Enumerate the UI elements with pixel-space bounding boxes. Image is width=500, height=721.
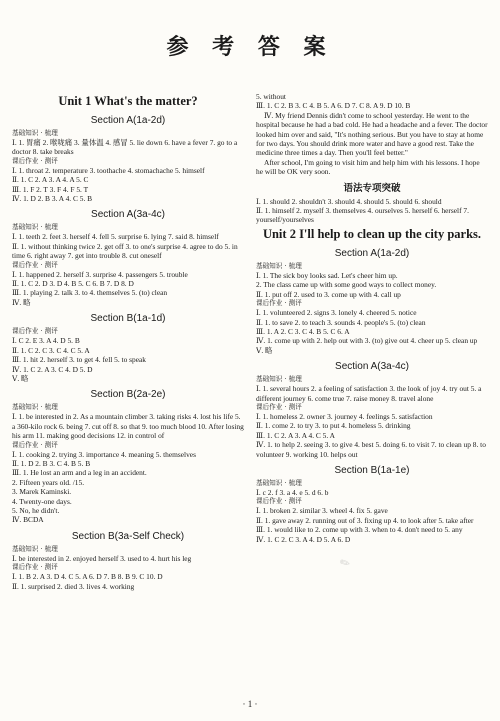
exercise-label: 课后作业 · 测评 <box>256 497 302 506</box>
answer-line: Ⅰ. 1. The sick boy looks sad. Let's cheer him up. <box>256 270 398 280</box>
answer-line: Ⅰ. 1. happened 2. herself 3. surprise 4. passengers 5. trouble <box>12 269 188 279</box>
answer-line: Ⅲ. 1. would like to 2. come up with 3. when to 4. don't need to 5. any <box>256 525 463 535</box>
answer-line: 2. Fifteen years old. /15. <box>12 477 85 487</box>
answer-paragraph: Ⅳ. My friend Dennis didn't come to school yesterday. He went to the hospital because he had a bad cold. He had a headache and a fever. The doctor looked him over and said, "It's nothing serious. But you have to stay at home for two days. You should drink more water and have a good rest. Take the medicine three times a day. Then you'll feel better." <box>256 110 488 158</box>
answer-line: 5. without <box>256 92 286 101</box>
answer-line: Ⅰ. be interested in 2. enjoyed herself 3. used to 4. hurt his leg <box>12 553 192 563</box>
section-title: Section A(1a-2d) <box>90 115 166 126</box>
left-column <box>12 92 244 687</box>
answer-line: Ⅱ. 1. D 2. B 3. C 4. B 5. B <box>12 458 91 468</box>
exercise-label: 基础知识 · 梳理 <box>12 544 58 553</box>
section-title: Section A(3a-4c) <box>335 361 409 373</box>
exercise-label: 基础知识 · 梳理 <box>12 403 58 412</box>
answer-line: Ⅲ. 1. A 2. C 3. C 4. B 5. C 6. A <box>256 326 350 336</box>
answer-line: Ⅳ. 1. C 2. C 3. A 4. D 5. A 6. D <box>256 534 351 544</box>
answer-line: Ⅲ. 1. C 2. A 3. A 4. C 5. A <box>256 430 335 440</box>
exercise-label: 课后作业 · 测评 <box>12 563 58 572</box>
answer-line: 2. The class came up with some good ways to collect money. <box>256 280 437 290</box>
section-title: Section B(3a-Self Check) <box>71 530 185 542</box>
answer-line: Ⅱ. 1. without thinking twice 2. get off 3. to one's surprise 4. agree to do 5. in time 6. right away 7. get into trouble 8. cut oneself <box>12 241 238 261</box>
exercise-label: 基础知识 · 梳理 <box>256 478 302 487</box>
answer-line: Ⅰ. 1. B 2. A 3. D 4. C 5. A 6. D 7. B 8. B 9. C 10. D <box>12 572 163 582</box>
right-column <box>256 92 488 687</box>
answer-line: Ⅰ. 1. be interested in 2. As a mountain climber 3. taking risks 4. lost his life 5. a 360-kilo rock 6. being 7. cut off 8. so that 9. too much blood 10. After losing his arm 11. making good decisions 12. in control of <box>12 412 244 441</box>
answer-line: Ⅰ. 1. 胃痛 2. 喉咙痛 3. 量体温 4. 感冒 5. lie down 6. have a fever 7. go to a doctor 8. take breaks <box>12 138 238 157</box>
answer-line: Ⅲ. 1. playing 2. talk 3. to 4. themselves 5. (to) clean <box>12 288 168 298</box>
answer-line: 4. Twenty-one days. <box>12 496 72 506</box>
page-title: 参 考 答 案 <box>166 35 334 60</box>
answer-line: Ⅱ. 1. put off 2. used to 3. come up with 4. call up <box>256 289 401 299</box>
answer-line: Ⅱ. 1. C 2. A 3. A 4. A 5. C <box>12 175 89 185</box>
unit-title: Unit 1 What's the matter? <box>58 94 198 108</box>
answer-line: Ⅱ. 1. gave away 2. running out of 3. fixing up 4. to look after 5. take after <box>256 515 474 525</box>
answer-line: Ⅰ. 1. homeless 2. owner 3. journey 4. feelings 5. satisfaction <box>256 411 433 421</box>
watermark: ✎ <box>337 554 353 572</box>
answer-line: Ⅰ. c 2. f 3. a 4. e 5. d 6. b <box>256 487 329 497</box>
answer-line: Ⅲ. 1. F 2. T 3. F 4. F 5. T <box>12 184 89 194</box>
exercise-label: 课后作业 · 测评 <box>256 402 302 411</box>
answer-line: Ⅴ. 略 <box>256 345 273 355</box>
answer-line: Ⅱ. 1. himself 2. myself 3. themselves 4. ourselves 5. herself 6. herself 7. yourself/yourselves <box>256 206 469 225</box>
exercise-label: 基础知识 · 梳理 <box>12 223 58 232</box>
exercise-label: 课后作业 · 测评 <box>12 440 58 449</box>
answer-line: Ⅴ. 略 <box>12 373 29 383</box>
answer-line: Ⅳ. 1. come up with 2. help out with 3. (to) give out 4. cheer up 5. clean up <box>256 336 478 346</box>
answer-line: Ⅰ. 1. should 2. shouldn't 3. should 4. should 5. should 6. should <box>256 196 442 206</box>
exercise-label: 课后作业 · 测评 <box>12 156 58 165</box>
answer-line: Ⅳ. 略 <box>12 297 31 307</box>
answer-line: 5. No, he didn't. <box>12 505 60 515</box>
answer-line: Ⅱ. 1. C 2. C 3. C 4. C 5. A <box>12 345 90 355</box>
exercise-label: 基础知识 · 梳理 <box>12 129 58 137</box>
unit-title: Unit 2 I'll help to clean up the city parks. <box>262 226 482 241</box>
answer-line: Ⅳ. 1. C 2. A 3. C 4. D 5. D <box>12 364 93 374</box>
answer-line: Ⅰ. 1. broken 2. similar 3. wheel 4. fix 5. gave <box>256 506 388 516</box>
answer-line: Ⅱ. 1. come 2. to try 3. to put 4. homeless 5. drinking <box>256 421 411 431</box>
answer-line: Ⅰ. 1. cooking 2. trying 3. importance 4. meaning 5. themselves <box>12 449 196 459</box>
page-number: · 1 · <box>242 699 258 709</box>
answer-line: 3. Marek Kaminski. <box>12 487 72 497</box>
answer-paragraph: After school, I'm going to visit him and help him with his lessons. I hope he will be OK very soon. <box>256 157 480 177</box>
section-title: Section B(1a-1e) <box>334 464 410 476</box>
answer-line: Ⅲ. 1. C 2. B 3. C 4. B 5. A 6. D 7. C 8. A 9. D 10. B <box>256 101 411 111</box>
grammar-section-title: 语法专项突破 <box>343 182 401 194</box>
answer-line: Ⅰ. C 2. E 3. A 4. D 5. B <box>12 336 80 346</box>
answer-line: Ⅳ. 1. to help 2. seeing 3. to give 4. best 5. doing 6. to visit 7. to clean up 8. to volunteer 9. working 10. helps out <box>256 440 486 459</box>
exercise-label: 课后作业 · 测评 <box>256 299 302 308</box>
answer-line: Ⅲ. 1. He lost an arm and a leg in an accident. <box>12 468 147 478</box>
exercise-label: 课后作业 · 测评 <box>12 260 58 269</box>
answer-line: Ⅰ. 1. volunteered 2. signs 3. lonely 4. cheered 5. notice <box>256 308 417 318</box>
section-title: Section A(1a-2d) <box>334 247 410 259</box>
answer-line: Ⅰ. 1. throat 2. temperature 3. toothache 4. stomachache 5. himself <box>12 165 205 175</box>
section-title: Section B(1a-1d) <box>90 313 166 325</box>
section-title: Section A(3a-4c) <box>91 209 165 221</box>
exercise-label: 基础知识 · 梳理 <box>256 375 302 384</box>
exercise-label: 基础知识 · 梳理 <box>256 261 302 270</box>
answer-line: Ⅳ. BCDA <box>12 515 44 525</box>
answer-line: Ⅳ. 1. D 2. B 3. A 4. C 5. B <box>12 194 93 204</box>
answer-line: Ⅱ. 1. surprised 2. died 3. lives 4. working <box>12 581 135 591</box>
answer-line: Ⅱ. 1. to save 2. to teach 3. sounds 4. people's 5. (to) clean <box>256 317 426 327</box>
answer-line: Ⅱ. 1. C 2. D 3. D 4. B 5. C 6. B 7. D 8. D <box>12 279 134 289</box>
exercise-label: 课后作业 · 测评 <box>12 327 58 336</box>
answer-line: Ⅰ. 1. teeth 2. feet 3. herself 4. fell 5. surprise 6. lying 7. said 8. himself <box>12 232 219 242</box>
answer-line: Ⅰ. 1. several hours 2. a feeling of satisfaction 3. the look of joy 4. try out 5. a different journey 6. come true 7. raise money 8. travel alone <box>256 384 482 403</box>
section-title: Section B(2a-2e) <box>90 389 166 401</box>
answer-line: Ⅲ. 1. hit 2. herself 3. to get 4. fell 5. to speak <box>12 355 146 365</box>
